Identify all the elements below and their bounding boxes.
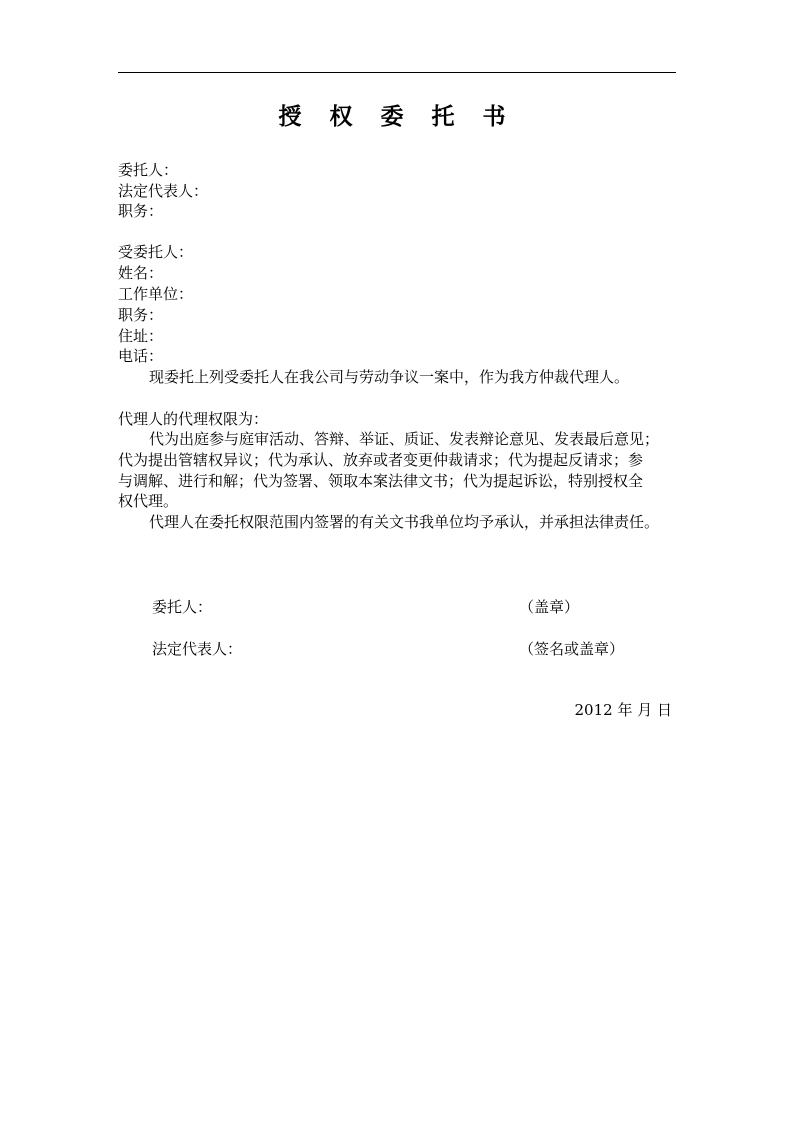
signature-principal-label: 委托人： bbox=[152, 598, 213, 616]
signature-legal-rep-label: 法定代表人： bbox=[152, 640, 243, 658]
signature-principal-note: （盖章） bbox=[519, 598, 580, 616]
document-title: 授 权 委 托 书 bbox=[278, 103, 516, 130]
agent-workplace-line: 工作单位： bbox=[118, 285, 194, 303]
agent-address-line: 住址： bbox=[118, 327, 164, 345]
legal-rep-line: 法定代表人： bbox=[118, 182, 209, 200]
principal-line: 委托人： bbox=[118, 161, 179, 179]
authority-line: 权代理。 bbox=[118, 492, 179, 510]
acknowledgement-statement: 代理人在委托权限范围内签署的有关文书我单位均予承认，并承担法律责任。 bbox=[149, 513, 660, 531]
agent-phone-line: 电话： bbox=[118, 347, 164, 365]
header-rule bbox=[118, 72, 676, 73]
authority-line: 与调解、进行和解；代为签署、领取本案法律文书；代为提起诉讼，特别授权全 bbox=[118, 472, 644, 490]
authority-heading: 代理人的代理权限为： bbox=[118, 410, 269, 428]
principal-position-line: 职务： bbox=[118, 202, 164, 220]
agent-name-line: 姓名： bbox=[118, 264, 164, 282]
entrust-statement: 现委托上列受委托人在我公司与劳动争议一案中，作为我方仲裁代理人。 bbox=[149, 368, 630, 386]
document-date: 2012 年 月 日 bbox=[574, 701, 672, 719]
authority-line: 代为出庭参与庭审活动、答辩、举证、质证、发表辩论意见、发表最后意见； bbox=[149, 430, 660, 448]
agent-heading: 受委托人： bbox=[118, 243, 194, 261]
agent-position-line: 职务： bbox=[118, 306, 164, 324]
signature-legal-rep-note: （签名或盖章） bbox=[519, 640, 625, 658]
authority-line: 代为提出管辖权异议；代为承认、放弃或者变更仲裁请求；代为提起反请求；参 bbox=[118, 451, 644, 469]
